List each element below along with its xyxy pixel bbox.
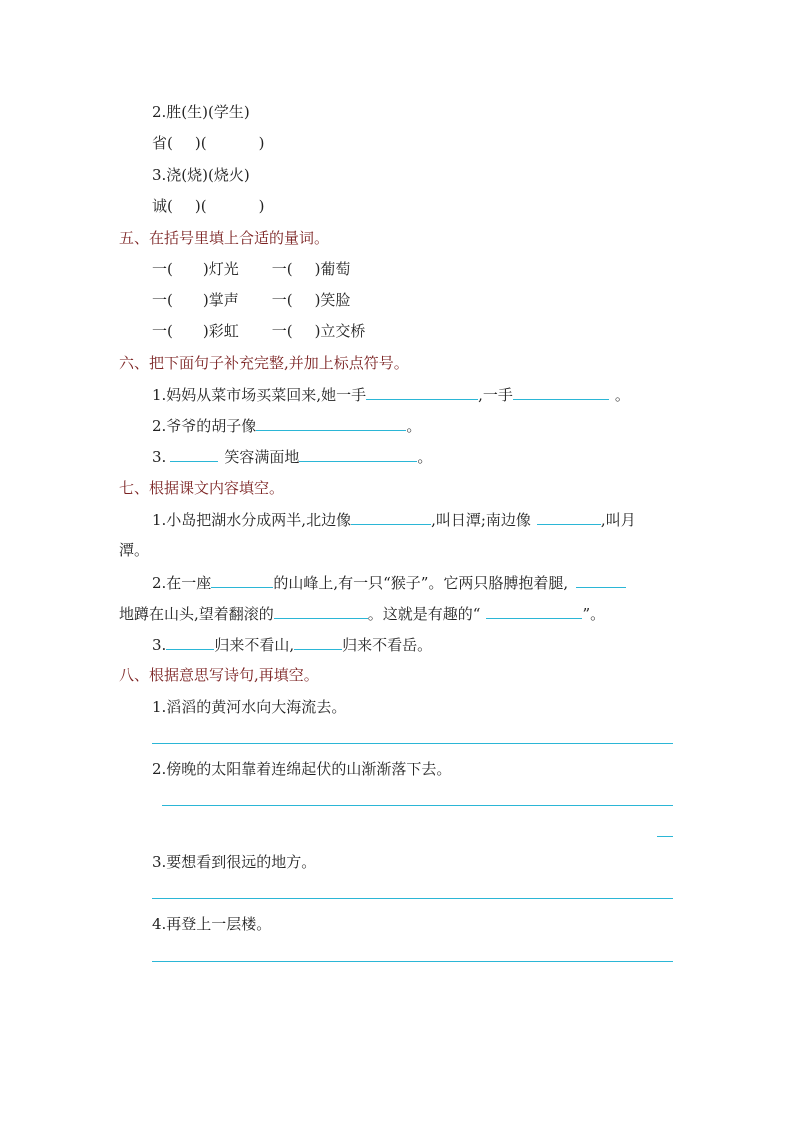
answer-blank[interactable] — [486, 603, 582, 619]
sentence-1 — [152, 384, 630, 405]
fill-2-cont — [119, 603, 605, 624]
sentence-text: 。 — [406, 417, 422, 435]
section-8-heading: 八、根据意思写诗句,再填空。 — [119, 666, 319, 684]
item-3-text: 3.浇(烧)(烧火) — [152, 166, 250, 184]
row-label: )掌声 — [202, 291, 239, 309]
section-5-heading: 五、在括号里填上合适的量词。 — [119, 229, 330, 247]
item-2-text: 2.胜(生)(学生) — [152, 103, 250, 121]
row-label: 一( — [152, 260, 173, 278]
fill-label: 省( — [152, 134, 173, 152]
row-label: )立交桥 — [314, 322, 366, 340]
fill-1-cont: 潭。 — [119, 541, 150, 559]
fill-2 — [152, 572, 626, 593]
fill-label: 诚( — [152, 197, 173, 215]
answer-blank[interactable] — [211, 572, 273, 588]
sentence-text: 3. — [152, 448, 167, 466]
row-label: 一( — [271, 291, 293, 309]
fill-3 — [152, 634, 432, 655]
sentence-text: 2.爷爷的胡子像 — [152, 417, 257, 435]
sentence-2 — [152, 415, 421, 436]
answer-blank[interactable] — [274, 603, 368, 619]
fill-1 — [152, 509, 636, 530]
item-3-fill — [152, 196, 264, 216]
poem-prompt-2: 2.傍晚的太阳靠着连绵起伏的山渐渐落下去。 — [152, 760, 452, 778]
answer-line[interactable] — [657, 836, 673, 837]
row-label: )笑脸 — [314, 291, 351, 309]
sentence-3 — [152, 446, 432, 467]
poem-prompt-1: 1.滔滔的黄河水向大海流去。 — [152, 698, 347, 716]
answer-line[interactable] — [152, 743, 673, 744]
section-7-heading: 七、根据课文内容填空。 — [119, 479, 285, 497]
fill-text: 。这就是有趣的“ — [367, 605, 481, 623]
answer-line[interactable] — [152, 898, 673, 899]
sentence-text: 。 — [417, 448, 433, 466]
section-6-heading: 六、把下面句子补充完整,并加上标点符号。 — [119, 354, 409, 372]
measure-word-row — [152, 259, 350, 279]
fill-label: )( — [194, 197, 207, 215]
measure-word-row — [152, 290, 350, 310]
item-2-fill — [152, 133, 264, 153]
poem-prompt-4: 4.再登上一层楼。 — [152, 915, 272, 933]
answer-blank[interactable] — [576, 572, 626, 588]
fill-text: ,叫月 — [600, 511, 636, 529]
answer-blank[interactable] — [256, 415, 406, 431]
sentence-text: ,一手 — [478, 386, 513, 404]
fill-label: ) — [258, 134, 265, 152]
row-label: 一( — [271, 260, 293, 278]
fill-text: 2.在一座 — [152, 574, 212, 592]
answer-blank[interactable] — [366, 384, 478, 400]
answer-blank[interactable] — [513, 384, 609, 400]
row-label: )灯光 — [202, 260, 239, 278]
answer-blank[interactable] — [299, 446, 417, 462]
row-label: )彩虹 — [202, 322, 239, 340]
poem-prompt-3: 3.要想看到很远的地方。 — [152, 853, 317, 871]
row-label: 一( — [152, 291, 173, 309]
fill-text: ,叫日潭;南边像 — [431, 511, 531, 529]
measure-word-row — [152, 321, 365, 341]
fill-text: 3. — [152, 636, 167, 654]
answer-blank[interactable] — [294, 634, 342, 650]
answer-blank[interactable] — [351, 509, 431, 525]
fill-text: 地蹲在山头,望着翻滚的 — [119, 605, 274, 623]
sentence-text: 。 — [614, 386, 630, 404]
answer-blank[interactable] — [166, 634, 214, 650]
answer-line[interactable] — [162, 805, 673, 806]
fill-label: )( — [194, 134, 207, 152]
fill-label: ) — [258, 197, 265, 215]
sentence-text: 1.妈妈从菜市场买菜回来,她一手 — [152, 386, 367, 404]
fill-text: 1.小岛把湖水分成两半,北边像 — [152, 511, 352, 529]
row-label: )葡萄 — [314, 260, 351, 278]
row-label: 一( — [152, 322, 173, 340]
fill-text: 归来不看岳。 — [342, 636, 433, 654]
fill-text: 归来不看山, — [214, 636, 295, 654]
answer-blank[interactable] — [170, 446, 218, 462]
sentence-text: 笑容满面地 — [224, 448, 300, 466]
answer-line[interactable] — [152, 961, 673, 962]
fill-text: ”。 — [582, 605, 606, 623]
row-label: 一( — [271, 322, 293, 340]
answer-blank[interactable] — [537, 509, 601, 525]
fill-text: 的山峰上,有一只“猴子”。它两只胳膊抱着腿, — [273, 574, 569, 592]
